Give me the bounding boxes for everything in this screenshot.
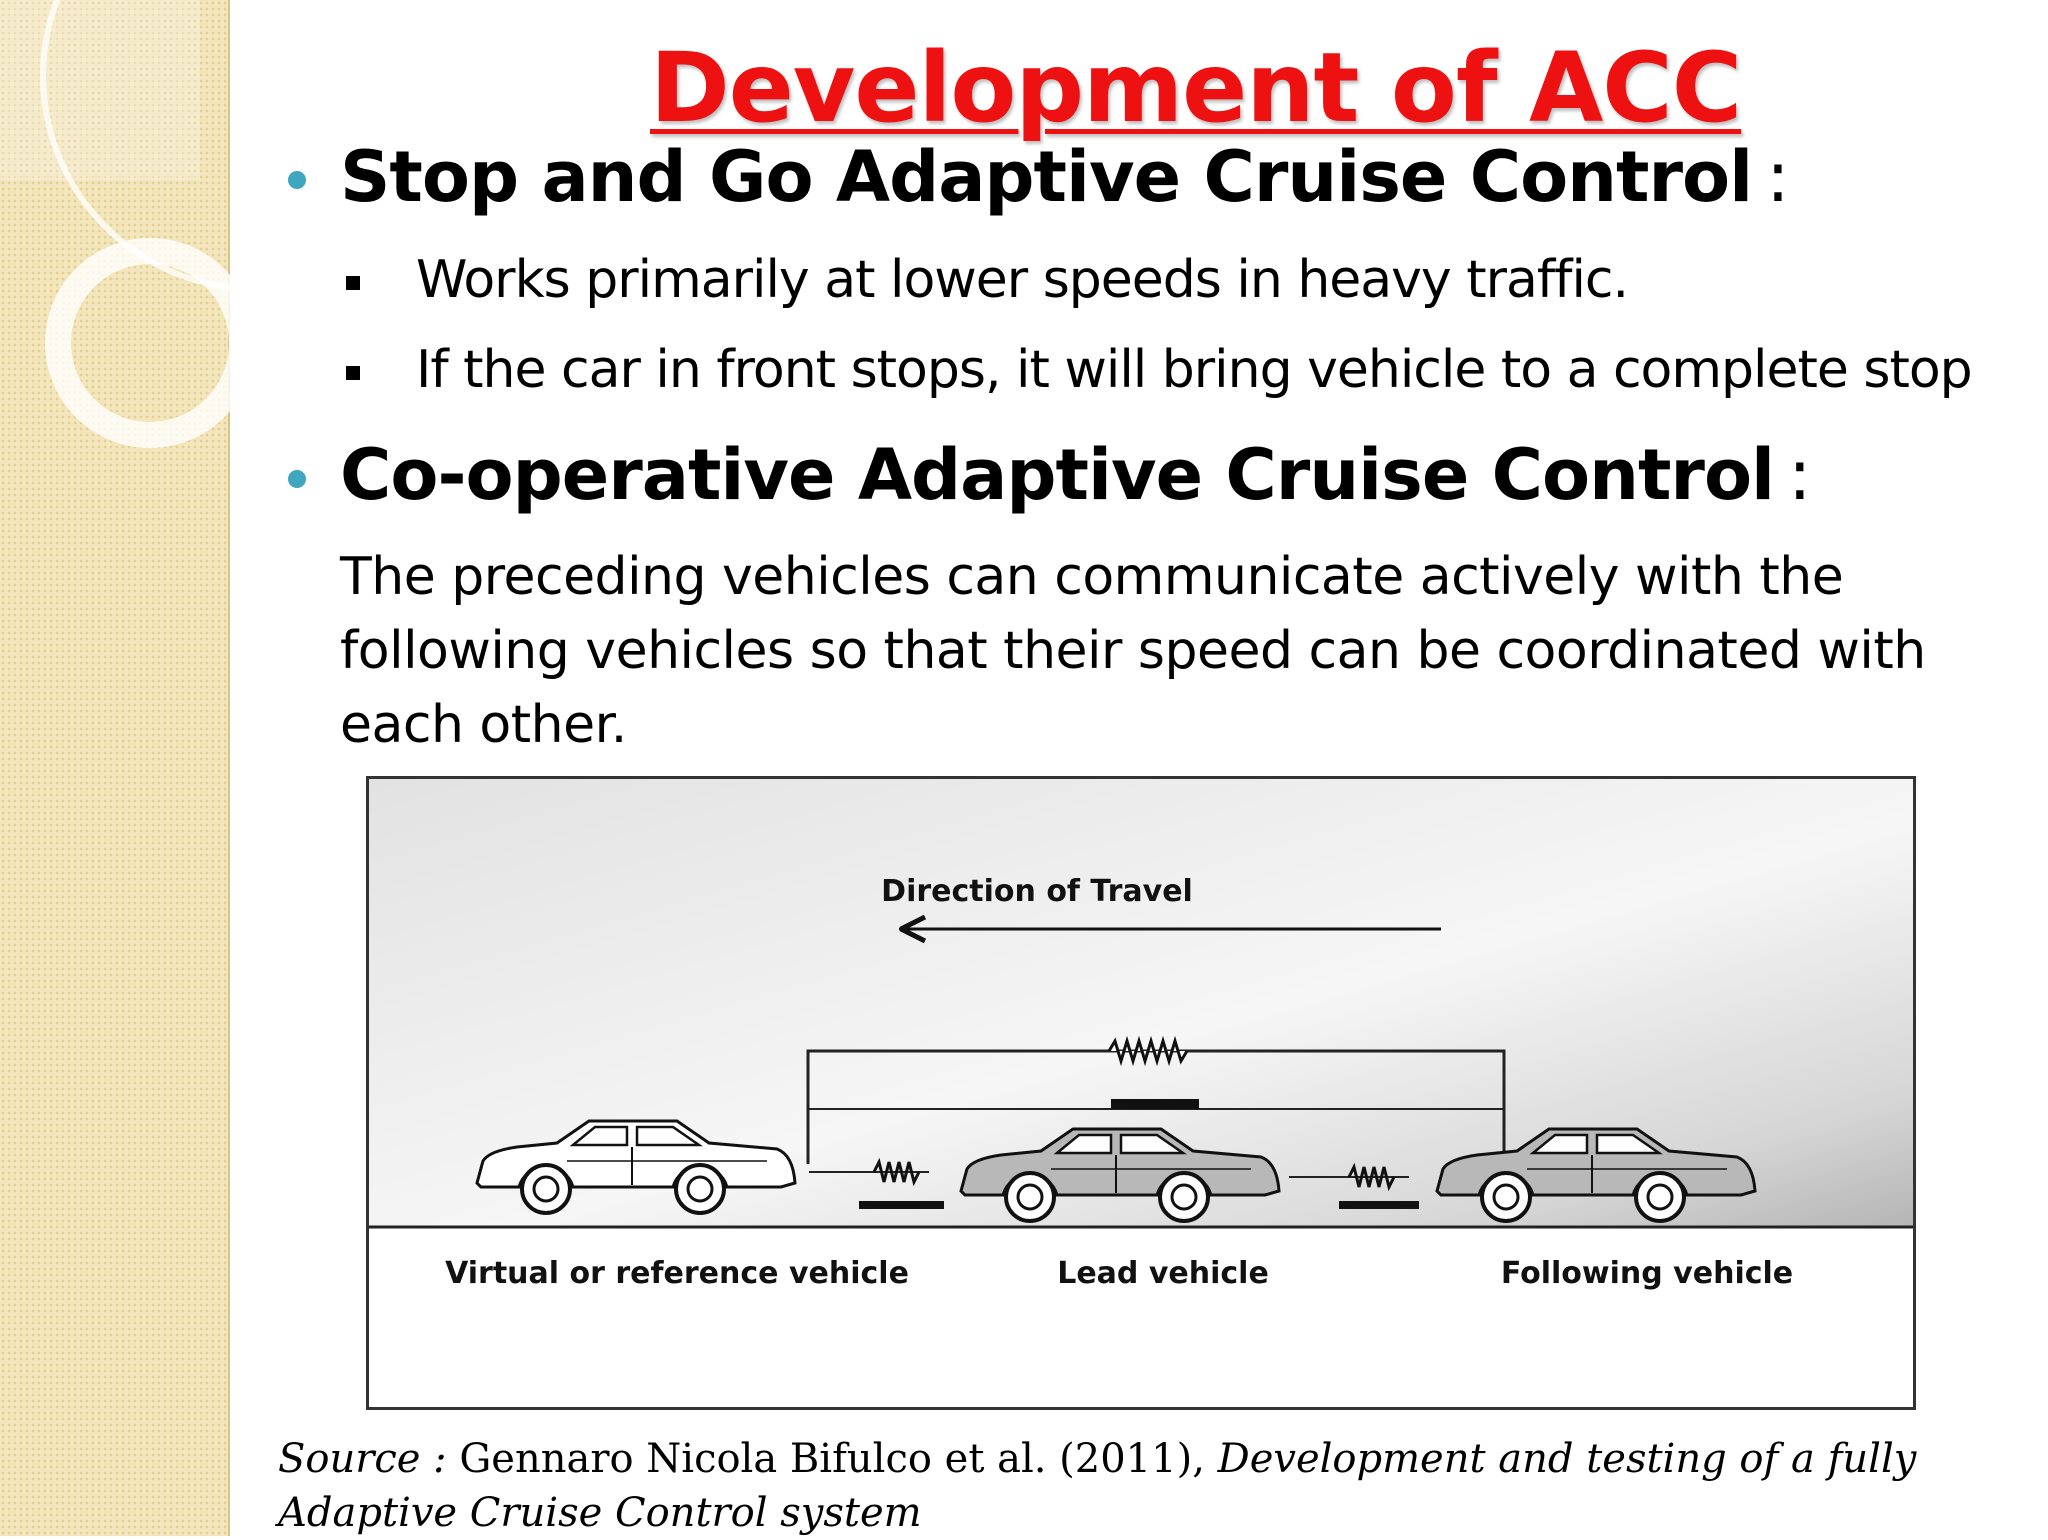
source-prefix: Source : <box>278 1436 447 1482</box>
sub-bullet-marker <box>346 366 360 380</box>
heading-text: Co-operative Adaptive Cruise Control <box>340 434 1775 516</box>
source-title: Development and testing of a fully Adaptive Cruise Control system <box>278 1436 1917 1536</box>
damper-icon <box>1339 1201 1419 1209</box>
sub-bullet-marker <box>346 276 360 290</box>
slide-title: Development of ACC <box>650 32 1742 144</box>
following-vehicle-label: Following vehicle <box>1500 1256 1794 1291</box>
sub-item-text: If the car in front stops, it will bring vehicle to a complete stop <box>416 340 1972 400</box>
bullet-marker <box>288 171 306 189</box>
source-citation <box>278 1432 2018 1540</box>
damper-icon <box>859 1201 944 1209</box>
bullet-heading-cooperative <box>340 434 1811 516</box>
acc-diagram <box>366 776 1916 1410</box>
heading-text: Stop and Go Adaptive Cruise Control <box>340 136 1753 218</box>
heading-colon: : <box>1788 434 1811 516</box>
direction-label: Direction of Travel <box>881 874 1193 909</box>
road-area <box>369 1227 1913 1407</box>
lead-vehicle-label: Lead vehicle <box>1057 1256 1269 1291</box>
virtual-vehicle-label: Virtual or reference vehicle <box>445 1256 909 1291</box>
bullet-heading-stop-and-go <box>340 136 1789 218</box>
damper-icon <box>1111 1099 1199 1109</box>
source-authors: Gennaro Nicola Bifulco et al. (2011), <box>446 1436 1218 1482</box>
sub-item-text: Works primarily at lower speeds in heavy traffic. <box>416 250 1629 310</box>
heading-colon: : <box>1766 136 1789 218</box>
cacc-description: The preceding vehicles can communicate actively with the following vehicles so that their speed can be coordinated with each other. <box>340 547 1926 755</box>
bullet-marker <box>288 470 306 488</box>
